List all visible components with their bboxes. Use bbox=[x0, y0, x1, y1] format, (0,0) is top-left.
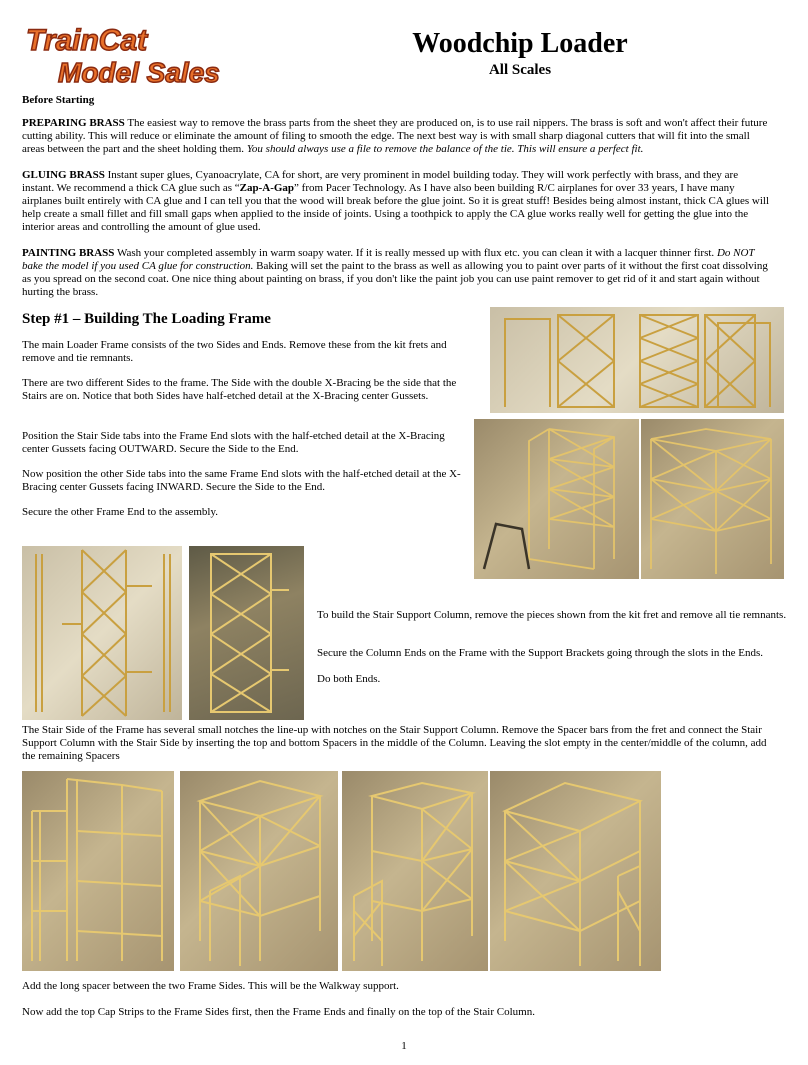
step1-paragraph-3: Position the Stair Side tabs into the Frame End slots with the half-etched detail at the X-Bracing center Gussets facing OUTWARD. Secure the Side to the End. bbox=[22, 430, 445, 455]
painting-text1: Wash your completed assembly in warm soapy water. If it is really messed up with flux etc. you can clean it with a lacquer thinner first. bbox=[114, 247, 717, 259]
spacer-assembly-photo-4 bbox=[490, 771, 661, 971]
gluing-brass-paragraph bbox=[22, 169, 772, 234]
preparing-brass-paragraph bbox=[22, 117, 772, 156]
spacer-assembly-photo-2 bbox=[180, 771, 338, 971]
step1-paragraph-8: Do both Ends. bbox=[317, 673, 381, 685]
painting-label: PAINTING BRASS bbox=[22, 247, 115, 259]
traincat-logo bbox=[22, 20, 247, 88]
step1-paragraph-2: There are two different Sides to the frame. The Side with the double X-Bracing be the side that the Stairs are on. Notice that both Sides have half-etched detail at the X-Bracing center Gussets. bbox=[22, 377, 457, 402]
frame-parts-photo bbox=[490, 307, 784, 413]
spacer-assembly-photo-1 bbox=[22, 771, 174, 971]
step1-paragraph-1: The main Loader Frame consists of the two Sides and Ends. Remove these from the kit frets and remove and tie remnants. bbox=[22, 339, 447, 364]
gluing-text2: ” from Pacer Technology. As I have also been building R/C airplanes for over 33 years, I have many airplanes built entirely with CA glue and I can tell you that the wood will break before the glue joint. So it is great stuff! Besides being almost instant, thick CA glues will help create a small fillet and fill small gaps when applied to the inside of joints. Using a toothpick to apply the CA glue works really well for getting the glue into the interior areas and controlling the amount of glue used. bbox=[22, 182, 770, 233]
gluing-text1: Instant super glues, Cyanoacrylate, CA for short, are very prominent in model building today. They will work perfectly with brass, and they are instant. We recommend a thick CA glue such as “ bbox=[22, 169, 739, 194]
step1-paragraph-11: Now add the top Cap Strips to the Frame Sides first, then the Frame Ends and finally on the top of the Stair Column. bbox=[22, 1006, 535, 1018]
step1-paragraph-4: Now position the other Side tabs into the same Frame End slots with the half-etched detail at the X-Bracing center Gussets facing INWARD. Secure the Side to the End. bbox=[22, 468, 461, 493]
logo-line1: TrainCat bbox=[26, 24, 148, 57]
painting-text2: Baking will set the paint to the brass as well as allowing you to paint over parts of it without the first coat dissolving as you spread on the second coat. One nice thing about painting on brass, if you don't like the paint job you can use paint remover to get rid of it and start again without hurting the brass. bbox=[22, 260, 768, 298]
before-starting-heading: Before Starting bbox=[22, 94, 95, 106]
frame-assembly-photo-1 bbox=[474, 419, 639, 579]
step1-paragraph-6: To build the Stair Support Column, remove the pieces shown from the kit fret and remove all tie remnants. bbox=[317, 609, 787, 621]
step1-heading: Step #1 – Building The Loading Frame bbox=[22, 311, 271, 327]
frame-assembly-photo-2 bbox=[641, 419, 784, 579]
preparing-label: PREPARING BRASS bbox=[22, 117, 125, 129]
gluing-bold: Zap-A-Gap bbox=[239, 182, 295, 194]
logo-line2: Model Sales bbox=[58, 57, 220, 88]
column-parts-photo bbox=[22, 546, 182, 720]
step1-paragraph-10: Add the long spacer between the two Frame Sides. This will be the Walkway support. bbox=[22, 980, 399, 992]
gluing-label: GLUING BRASS bbox=[22, 169, 105, 181]
step1-paragraph-5: Secure the other Frame End to the assembly. bbox=[22, 506, 219, 518]
column-end-photo bbox=[189, 546, 304, 720]
painting-italic: Do NOT bake the model if you used CA glue for construction. bbox=[22, 247, 755, 272]
preparing-italic: You should always use a file to remove the balance of the tie. This will ensure a perfect fit. bbox=[246, 143, 644, 155]
page-title: Woodchip Loader bbox=[412, 28, 628, 59]
page-subtitle: All Scales bbox=[488, 62, 552, 78]
step1-paragraph-9: The Stair Side of the Frame has several small notches the line-up with notches on the Stair Support Column. Remove the Spacer bars from the fret and connect the Stair Support Column with the Stair Side by inserting the top and bottom Spacers in the middle of the Column. Leaving the slot empty in the center/middle of the column, add the remaining Spacers bbox=[22, 724, 767, 762]
page-number: 1 bbox=[401, 1040, 407, 1052]
painting-brass-paragraph bbox=[22, 247, 772, 299]
step1-paragraph-7: Secure the Column Ends on the Frame with the Support Brackets going through the slots in the Ends. bbox=[317, 647, 764, 659]
spacer-assembly-photo-3 bbox=[342, 771, 488, 971]
preparing-text: The easiest way to remove the brass parts from the sheet they are produced on, is to use rail nippers. The brass is soft and won't affect their future cutting ability. This will reduce or eliminate the amount of filing to smooth the edge. The next best way is with small sharp diagonal cutters that will fit into the small areas between the part and the sheet holding them. bbox=[22, 117, 768, 155]
